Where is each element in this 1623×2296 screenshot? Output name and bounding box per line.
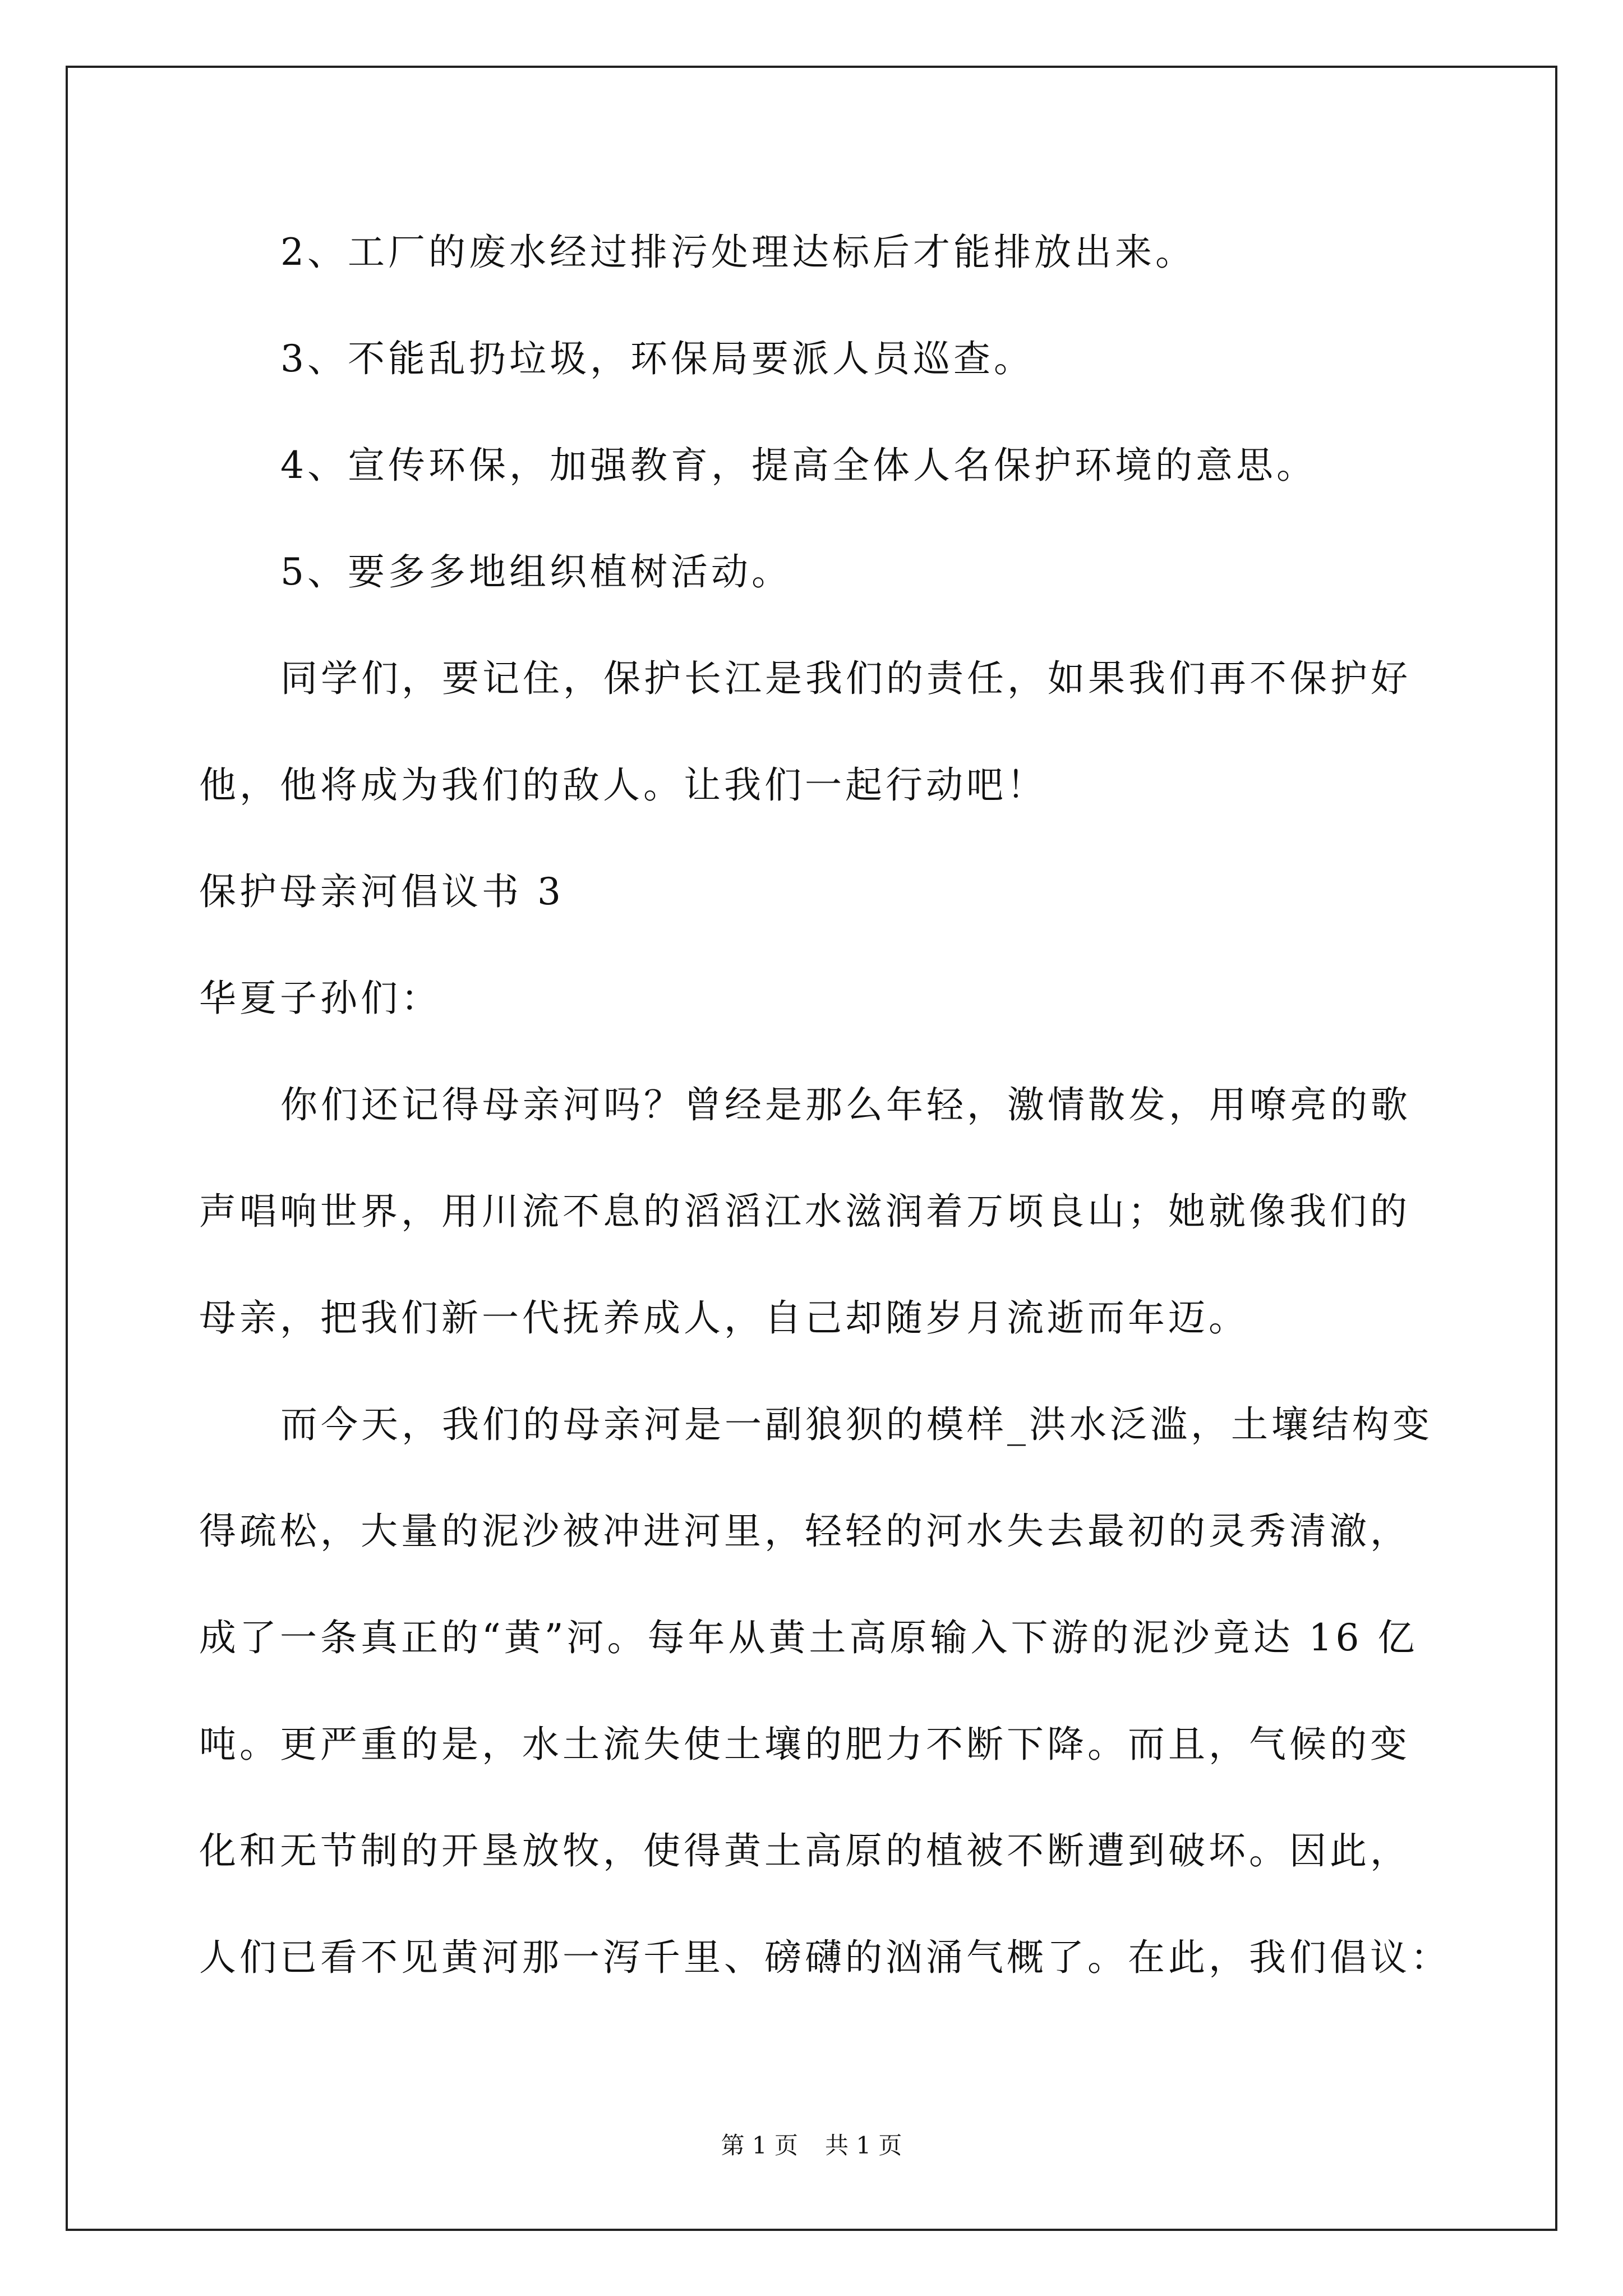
paragraph-line: 吨。更严重的是，水土流失使土壤的肥力不断下降。而且，气候的变 [199, 1723, 1410, 1766]
salutation: 华夏子孙们： [199, 977, 441, 1020]
paragraph-line: 声唱响世界，用川流不息的滔滔江水滋润着万顷良山；她就像我们的 [199, 1190, 1410, 1233]
paragraph-line: 同学们，要记住，保护长江是我们的责任，如果我们再不保护好 [280, 657, 1411, 700]
paragraph-line: 5、要多多地组织植树活动。 [280, 550, 792, 593]
paragraph-line: 母亲，把我们新一代抚养成人，自己却随岁月流逝而年迈。 [199, 1296, 1249, 1340]
section-heading: 保护母亲河倡议书 3 [199, 870, 564, 913]
paragraph-line: 2、工厂的废水经过排污处理达标后才能排放出来。 [280, 231, 1196, 274]
paragraph-line: 而今天，我们的母亲河是一副狼狈的模样_洪水泛滥，土壤结构变 [280, 1403, 1433, 1446]
paragraph-line: 3、不能乱扔垃圾，环保局要派人员巡查。 [280, 337, 1034, 380]
paragraph-line: 人们已看不见黄河那一泻千里、磅礴的汹涌气概了。在此，我们倡议： [199, 1936, 1451, 1979]
paragraph-line: 他，他将成为我们的敌人。让我们一起行动吧！ [199, 763, 1047, 807]
paragraph-line: 成了一条真正的“黄”河。每年从黄土高原输入下游的泥沙竟达 16 亿 [199, 1616, 1418, 1659]
page-number: 第 1 页 [721, 2132, 798, 2159]
page-footer [0, 2132, 1623, 2160]
paragraph-line: 得疏松，大量的泥沙被冲进河里，轻轻的河水失去最初的灵秀清澈， [199, 1510, 1410, 1553]
paragraph-line: 4、宣传环保，加强教育，提高全体人名保护环境的意思。 [280, 444, 1317, 487]
paragraph-line: 你们还记得母亲河吗？曾经是那么年轻，激情散发，用嘹亮的歌 [280, 1083, 1411, 1126]
paragraph-line: 化和无节制的开垦放牧，使得黄土高原的植被不断遭到破坏。因此， [199, 1829, 1410, 1872]
page-total: 共 1 页 [825, 2132, 902, 2159]
page-frame [66, 66, 1557, 2231]
